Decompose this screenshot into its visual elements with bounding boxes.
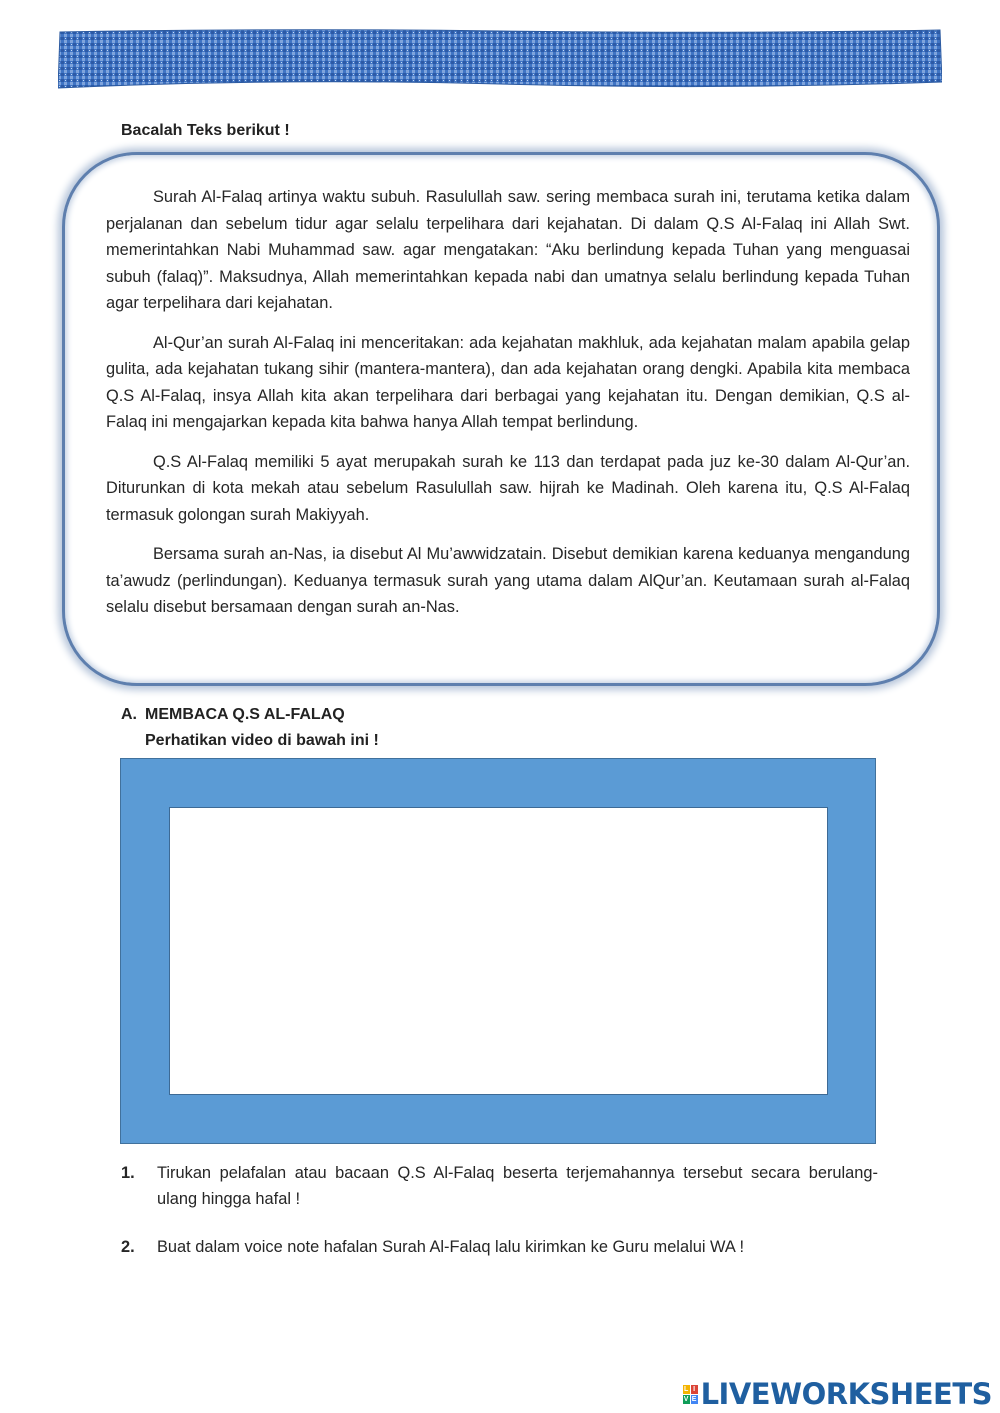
instruction-number: 2. xyxy=(121,1238,135,1256)
instruction-item xyxy=(121,1160,878,1212)
logo-letter: L xyxy=(683,1385,689,1393)
instruction-item xyxy=(121,1234,878,1260)
reading-text-box xyxy=(62,152,940,686)
instruction-text: Buat dalam voice note hafalan Surah Al-Falaq lalu kirimkan ke Guru melalui WA ! xyxy=(157,1238,745,1256)
section-subtitle: Perhatikan video di bawah ini ! xyxy=(145,732,379,749)
video-player[interactable] xyxy=(169,807,828,1095)
header-banner xyxy=(58,28,942,92)
reading-paragraph: Bersama surah an-Nas, ia disebut Al Mu’awwidzatain. Disebut demikian karena keduanya mengandung ta’awudz (perlindungan). Keduanya termasuk surah yang utama dalam AlQur’an. Keutamaan surah al-Falaq selalu disebut bersamaan dengan surah an-Nas. xyxy=(106,545,910,616)
liveworksheets-logo xyxy=(683,1379,992,1409)
reading-paragraph: Q.S Al-Falaq memiliki 5 ayat merupakah surah ke 113 dan terdapat pada juz ke-30 dalam Al-Qur’an. Diturunkan di kota mekah atau sebelum Rasulullah saw. hijrah ke Madinah. Oleh karena itu, Q.S Al-Falaq termasuk golongan surah Makiyyah. xyxy=(106,452,910,524)
logo-letter: V xyxy=(683,1395,689,1403)
instruction-text: Tirukan pelafalan atau bacaan Q.S Al-Falaq beserta terjemahannya tersebut secara berulang-ulang hingga hafal ! xyxy=(157,1164,878,1208)
logo-icon xyxy=(683,1385,698,1404)
section-title: MEMBACA Q.S AL-FALAQ xyxy=(145,706,345,723)
reading-paragraph: Surah Al-Falaq artinya waktu subuh. Rasulullah saw. sering membaca surah ini, terutama ketika dalam perjalanan dan sebelum tidur agar selalu terpelihara dari kejahatan. Di dalam Q.S Al-Falaq ini Allah Swt. memerintahkan Nabi Muhammad saw. agar mengatakan: “Aku berlindung kepada Tuhan yang menguasai subuh (falaq)”. Maksudnya, Allah memerintahkan kepada nabi dan umatnya selalu berlindung kepada Tuhan agar terpelihara dari kejahatan. xyxy=(106,188,910,312)
reading-instruction: Bacalah Teks berikut ! xyxy=(121,122,290,139)
logo-letter: I xyxy=(691,1385,698,1394)
section-a-heading xyxy=(121,706,345,724)
section-number: A. xyxy=(121,706,137,723)
instruction-number: 1. xyxy=(121,1164,135,1182)
reading-paragraph: Al-Qur’an surah Al-Falaq ini menceritakan: ada kejahatan makhluk, ada kejahatan malam apabila gelap gulita, ada kejahatan tukang sihir (mantera-mantera), dan ada kejahatan orang dengki. Apabila kita membaca Q.S Al-Falaq, insya Allah kita akan terpelihara dari berbagai yang kejahatan itu. Dengan demikian, Q.S al-Falaq ini mengajarkan kepada kita bahwa hanya Allah tempat berlindung. xyxy=(106,333,910,431)
logo-text: LIVEWORKSHEETS xyxy=(700,1377,992,1411)
video-frame xyxy=(120,758,876,1144)
logo-letter: E xyxy=(691,1395,697,1403)
